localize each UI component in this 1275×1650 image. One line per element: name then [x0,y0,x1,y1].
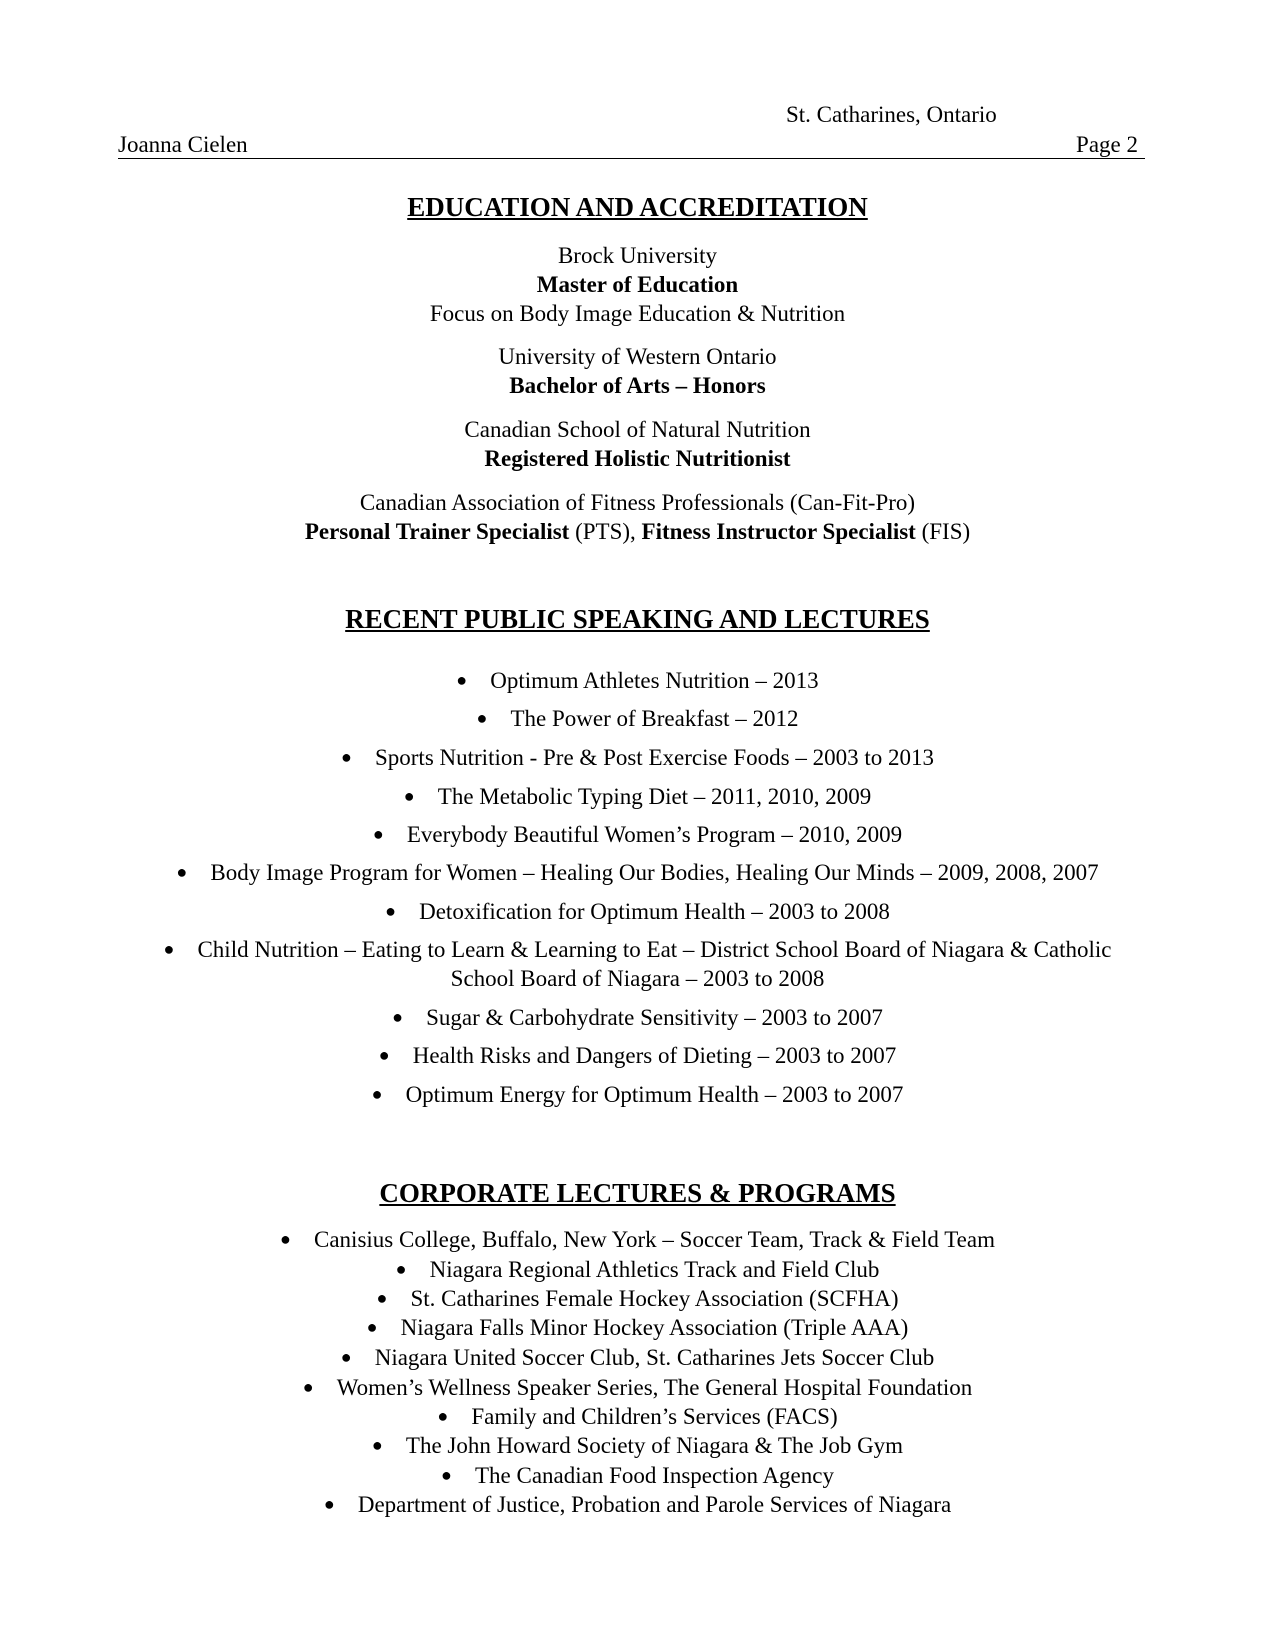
education-title: EDUCATION AND ACCREDITATION [407,192,868,222]
credential-pts-suffix: (PTS), [569,519,642,544]
education-institution: Canadian Association of Fitness Professionals (Can-Fit-Pro) [359,490,916,515]
bullet-icon: ● [371,1084,383,1104]
list-item [0,1255,1275,1284]
bullet-icon: ● [340,1347,352,1367]
list-item-text: The Canadian Food Inspection Agency [475,1463,834,1488]
list-item [0,820,1275,849]
credential-pts: Personal Trainer Specialist [304,519,570,544]
list-item-text: Department of Justice, Probation and Parole Services of Niagara [357,1492,952,1517]
list-item [0,1431,1275,1460]
bullet-icon: ● [476,708,488,728]
education-institution: Canadian School of Natural Nutrition [464,417,811,442]
list-item [0,1343,1275,1372]
education-credential-line [0,517,1275,546]
list-item-text: Sugar & Carbohydrate Sensitivity – 2003 to 2007 [426,1005,883,1030]
list-item-text: Canisius College, Buffalo, New York – Soccer Team, Track & Field Team [314,1227,995,1252]
list-item-text: Child Nutrition – Eating to Learn & Learning to Eat – District School Board of Niagara & Catholic [197,937,1112,962]
education-entry [0,415,1275,473]
education-institution: University of Western Ontario [498,344,777,369]
list-item-text: St. Catharines Female Hockey Association (SCFHA) [410,1286,899,1311]
bullet-icon: ● [385,901,396,921]
list-item [0,1080,1275,1109]
list-item [0,1402,1275,1431]
bullet-icon: ● [456,670,468,690]
list-item-text: The John Howard Society of Niagara & The Job Gym [405,1433,904,1458]
list-item-text: Sports Nutrition - Pre & Post Exercise Foods – 2003 to 2013 [374,745,935,770]
corporate-title: CORPORATE LECTURES & PROGRAMS [379,1178,896,1208]
list-item-text: Health Risks and Dangers of Dieting – 2003 to 2007 [412,1043,897,1068]
education-institution: Brock University [557,243,718,268]
education-entry [0,241,1275,328]
header-page-number: Page 2 [1076,132,1138,157]
education-credential: Bachelor of Arts – Honors [509,373,766,398]
list-item [0,666,1275,695]
credential-fis: Fitness Instructor Specialist [641,519,916,544]
list-item-text: Family and Children’s Services (FACS) [471,1404,838,1429]
list-item-text: Body Image Program for Women – Healing Our Bodies, Healing Our Minds – 2009, 2008, 2007 [210,860,1099,885]
list-item-text: Optimum Athletes Nutrition – 2013 [490,668,819,693]
bullet-icon: ● [376,1288,388,1308]
header-location: St. Catharines, Ontario [786,102,997,127]
list-item-text: Niagara Falls Minor Hockey Association (Triple AAA) [400,1315,909,1340]
education-note: Focus on Body Image Education & Nutrition [429,301,846,326]
list-item [0,897,1275,926]
bullet-icon: ● [176,862,188,882]
list-item [0,935,1275,993]
list-item [0,1003,1275,1032]
education-entry [0,488,1275,546]
bullet-icon: ● [323,1494,335,1514]
bullet-icon: ● [395,1259,407,1279]
header-rule [118,158,1145,159]
list-item-text: The Power of Breakfast – 2012 [510,706,799,731]
list-item [0,1373,1275,1402]
bullet-icon: ● [403,786,415,806]
list-item [0,1313,1275,1342]
bullet-icon: ● [372,824,384,844]
header-name: Joanna Cielen [118,132,248,157]
bullet-icon: ● [163,939,175,959]
education-credential: Registered Holistic Nutritionist [484,446,791,471]
list-item-text-continued: School Board of Niagara – 2003 to 2008 [450,966,825,991]
list-item-text: Women’s Wellness Speaker Series, The General Hospital Foundation [336,1375,973,1400]
bullet-icon: ● [371,1435,383,1455]
bullet-icon: ● [441,1465,452,1485]
list-item-text: The Metabolic Typing Diet – 2011, 2010, 2009 [437,784,872,809]
list-item [0,704,1275,733]
bullet-icon: ● [437,1406,449,1426]
bullet-icon: ● [280,1229,291,1249]
speaking-title: RECENT PUBLIC SPEAKING AND LECTURES [345,604,930,634]
bullet-icon: ● [392,1007,403,1027]
list-item [0,782,1275,811]
list-item [0,858,1275,887]
bullet-icon: ● [366,1317,378,1337]
list-item [0,1284,1275,1313]
list-item [0,1461,1275,1490]
list-item [0,743,1275,772]
list-item [0,1490,1275,1519]
list-item-text: Detoxification for Optimum Health – 2003 to 2008 [419,899,890,924]
list-item [0,1041,1275,1070]
list-item-text: Optimum Energy for Optimum Health – 2003 to 2007 [405,1082,904,1107]
list-item [0,1225,1275,1254]
credential-fis-suffix: (FIS) [915,519,971,544]
list-item-text: Niagara United Soccer Club, St. Catharines Jets Soccer Club [374,1345,935,1370]
education-entry [0,342,1275,400]
education-credential: Master of Education [536,272,739,297]
bullet-icon: ● [378,1045,390,1065]
bullet-icon: ● [302,1377,314,1397]
list-item-text: Niagara Regional Athletics Track and Field Club [429,1257,880,1282]
list-item-text: Everybody Beautiful Women’s Program – 2010, 2009 [406,822,903,847]
bullet-icon: ● [340,747,352,767]
